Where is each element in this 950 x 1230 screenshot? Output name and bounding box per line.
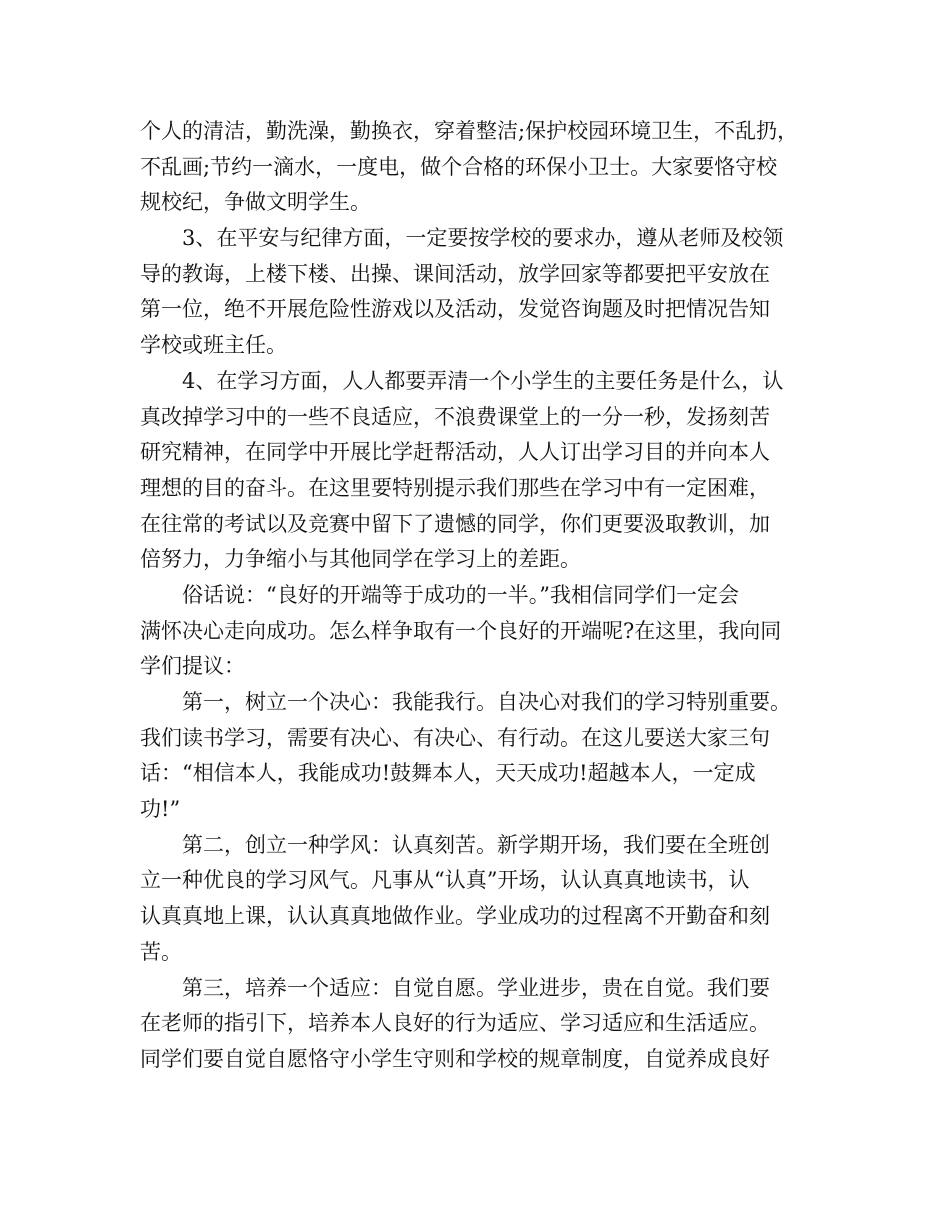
text-line: 4、在学习方面，人人都要弄清一个小学生的主要任务是什么，认 [182, 368, 784, 393]
text-line: 第三，培养一个适应：自觉自愿。学业进步，贵在自觉。我们要 [182, 975, 770, 1000]
text-line: 我们读书学习，需要有决心、有决心、有行动。在这儿要送大家三句 [140, 725, 770, 750]
text-line: 第一位，绝不开展危险性游戏以及活动，发觉咨询题及时把情况告知 [140, 297, 770, 322]
text-line: 认真真地上课，认认真真地做作业。学业成功的过程离不开勤奋和刻 [140, 904, 770, 929]
text-line: 功!” [140, 797, 181, 822]
text-line: 理想的目的奋斗。在这里要特别提示我们那些在学习中有一定困难， [140, 475, 770, 500]
text-line: 在老师的指引下，培养本人良好的行为适应、学习适应和生活适应。 [140, 1011, 770, 1036]
text-line: 第二，创立一种学风：认真刻苦。新学期开场，我们要在全班创 [182, 832, 770, 857]
text-line: 倍努力，力争缩小与其他同学在学习上的差距。 [140, 547, 581, 572]
text-line: 3、在平安与纪律方面，一定要按学校的要求办，遵从老师及校领 [182, 226, 784, 251]
text-line: 研究精神，在同学中开展比学赶帮活动，人人订出学习目的并向本人 [140, 440, 770, 465]
text-line: 同学们要自觉自愿恪守小学生守则和学校的规章制度，自觉养成良好 [140, 1046, 770, 1071]
text-line: 话：“相信本人，我能成功!鼓舞本人，天天成功!超越本人，一定成 [140, 761, 756, 786]
text-line: 满怀决心走向成功。怎么样争取有一个良好的开端呢?在这里，我向同 [140, 618, 782, 643]
text-line: 规校纪，争做文明学生。 [140, 190, 371, 215]
body-text [140, 114, 810, 1078]
text-line: 学校或班主任。 [140, 333, 287, 358]
text-line: 不乱画;节约一滴水，一度电，做个合格的环保小卫士。大家要恪守校 [140, 154, 778, 179]
text-line: 学们提议： [140, 654, 245, 679]
text-line: 在往常的考试以及竞赛中留下了遗憾的同学，你们更要汲取教训，加 [140, 511, 770, 536]
text-line: 俗话说：“良好的开端等于成功的一半。”我相信同学们一定会 [182, 582, 739, 607]
text-line: 导的教诲，上楼下楼、出操、课间活动，放学回家等都要把平安放在 [140, 261, 770, 286]
text-line: 立一种优良的学习风气。凡事从“认真”开场，认认真真地读书，认 [140, 868, 750, 893]
text-line: 第一，树立一个决心：我能我行。自决心对我们的学习特别重要。 [182, 690, 791, 714]
text-line: 个人的清洁，勤洗澡，勤换衣，穿着整洁;保护校园环境卫生，不乱扔， [140, 119, 799, 143]
text-line: 苦。 [140, 939, 182, 964]
text-line: 真改掉学习中的一些不良适应，不浪费课堂上的一分一秒，发扬刻苦 [140, 404, 770, 429]
